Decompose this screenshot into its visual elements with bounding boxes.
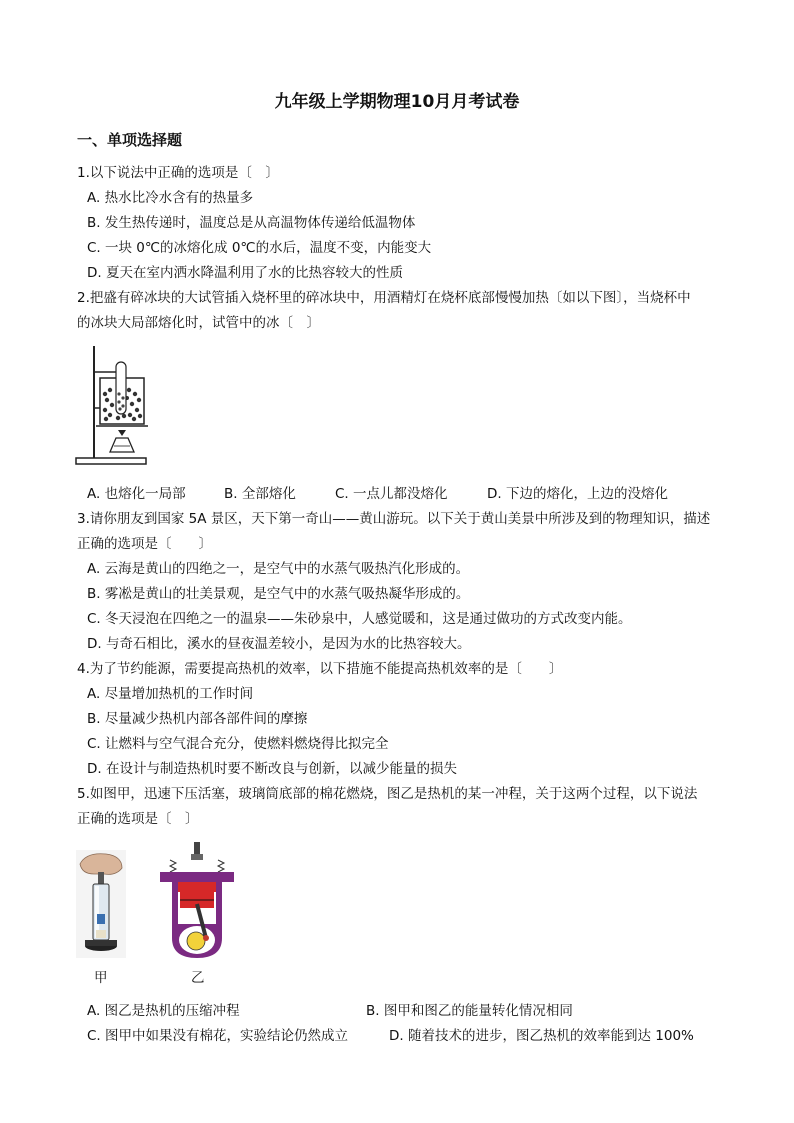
q1-option-a: A. 热水比冷水含有的热量多: [87, 190, 254, 206]
figure-yi-label: 乙: [191, 970, 205, 986]
question-2-stem-line2: 的冰块大局部熔化时，试管中的冰〔 〕: [77, 315, 320, 331]
compression-syringe-figure: [76, 850, 126, 958]
q4-option-a: A. 尽量增加热机的工作时间: [87, 686, 254, 702]
engine-stroke-figure: [156, 842, 238, 960]
q2-option-b: B. 全部熔化: [224, 486, 296, 502]
section-heading: 一、单项选择题: [77, 131, 183, 149]
q5-option-a: A. 图乙是热机的压缩冲程: [87, 1003, 240, 1019]
q4-option-b: B. 尽量减少热机内部各部件间的摩擦: [87, 711, 308, 727]
q3-option-d: D. 与奇石相比，溪水的昼夜温差较小，是因为水的比热容较大。: [87, 636, 471, 652]
q5-option-c: C. 图甲中如果没有棉花，实验结论仍然成立: [87, 1028, 349, 1044]
question-2-stem-line1: 2.把盛有碎冰块的大试管插入烧杯里的碎冰块中，用酒精灯在烧杯底部慢慢加热〔如以下图〕，当烧杯中: [77, 290, 691, 306]
q1-option-c: C. 一块 0℃的冰熔化成 0℃的水后，温度不变，内能变大: [87, 240, 432, 256]
q3-option-c: C. 冬天浸泡在四绝之一的温泉——朱砂泉中，人感觉暖和，这是通过做功的方式改变内能。: [87, 611, 632, 627]
q2-option-d: D. 下边的熔化，上边的没熔化: [487, 486, 668, 502]
question-4-stem: 4.为了节约能源，需要提高热机的效率，以下措施不能提高热机效率的是〔 〕: [77, 661, 563, 677]
question-5-stem-line1: 5.如图甲，迅速下压活塞，玻璃筒底部的棉花燃烧，图乙是热机的某一冲程，关于这两个过程，以下说法: [77, 786, 698, 802]
q3-option-b: B. 雾凇是黄山的壮美景观，是空气中的水蒸气吸热凝华形成的。: [87, 586, 470, 602]
question-5-stem-line2: 正确的选项是〔 〕: [77, 811, 199, 827]
beaker-ice-figure: [74, 342, 154, 470]
q1-option-b: B. 发生热传递时，温度总是从高温物体传递给低温物体: [87, 215, 416, 231]
q3-option-a: A. 云海是黄山的四绝之一，是空气中的水蒸气吸热汽化形成的。: [87, 561, 470, 577]
q2-option-a: A. 也熔化一局部: [87, 486, 186, 502]
question-3-stem-line1: 3.请你朋友到国家 5A 景区，天下第一奇山——黄山游玩。以下关于黄山美景中所涉及到的物理知识，描述: [77, 511, 711, 527]
page-title: 九年级上学期物理10月月考试卷: [274, 92, 520, 112]
q5-option-b: B. 图甲和图乙的能量转化情况相同: [366, 1003, 573, 1019]
q2-option-c: C. 一点儿都没熔化: [335, 486, 448, 502]
q4-option-d: D. 在设计与制造热机时要不断改良与创新，以减少能量的损失: [87, 761, 457, 777]
question-1-stem: 1.以下说法中正确的选项是〔 〕: [77, 165, 279, 181]
question-3-stem-line2: 正确的选项是〔 〕: [77, 536, 212, 552]
q5-option-d: D. 随着技术的进步，图乙热机的效率能到达 100%: [389, 1028, 694, 1044]
q4-option-c: C. 让燃料与空气混合充分，使燃料燃烧得比拟完全: [87, 736, 389, 752]
q1-option-d: D. 夏天在室内洒水降温利用了水的比热容较大的性质: [87, 265, 403, 281]
figure-jia-label: 甲: [94, 970, 108, 986]
